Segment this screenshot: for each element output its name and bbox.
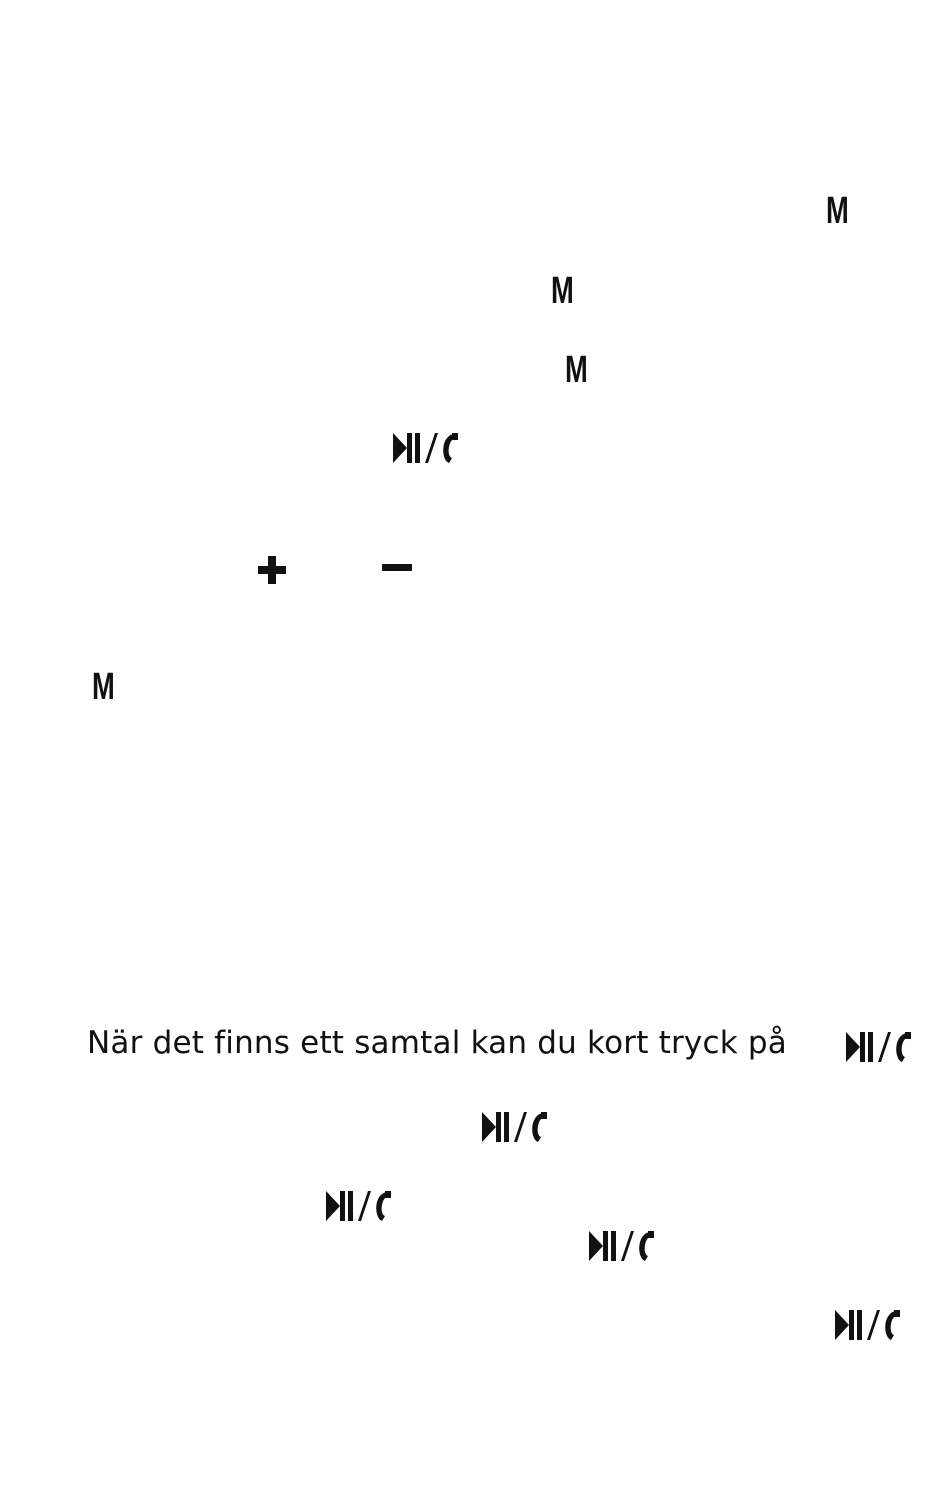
call-instruction-text: När det finns ett samtal kan du kort tryck på bbox=[87, 1025, 787, 1061]
minus-icon bbox=[382, 562, 412, 574]
plus-icon bbox=[256, 554, 288, 586]
play-pause-phone-icon bbox=[323, 1189, 393, 1223]
play-pause-phone-icon bbox=[832, 1308, 902, 1342]
m-button-icon: M bbox=[92, 666, 115, 708]
play-pause-phone-icon bbox=[843, 1030, 913, 1064]
m-button-icon: M bbox=[826, 190, 849, 232]
m-button-icon: M bbox=[565, 349, 588, 391]
play-pause-phone-icon bbox=[479, 1110, 549, 1144]
m-button-icon: M bbox=[551, 270, 574, 312]
play-pause-phone-icon bbox=[586, 1229, 656, 1263]
play-pause-phone-icon bbox=[390, 431, 460, 465]
